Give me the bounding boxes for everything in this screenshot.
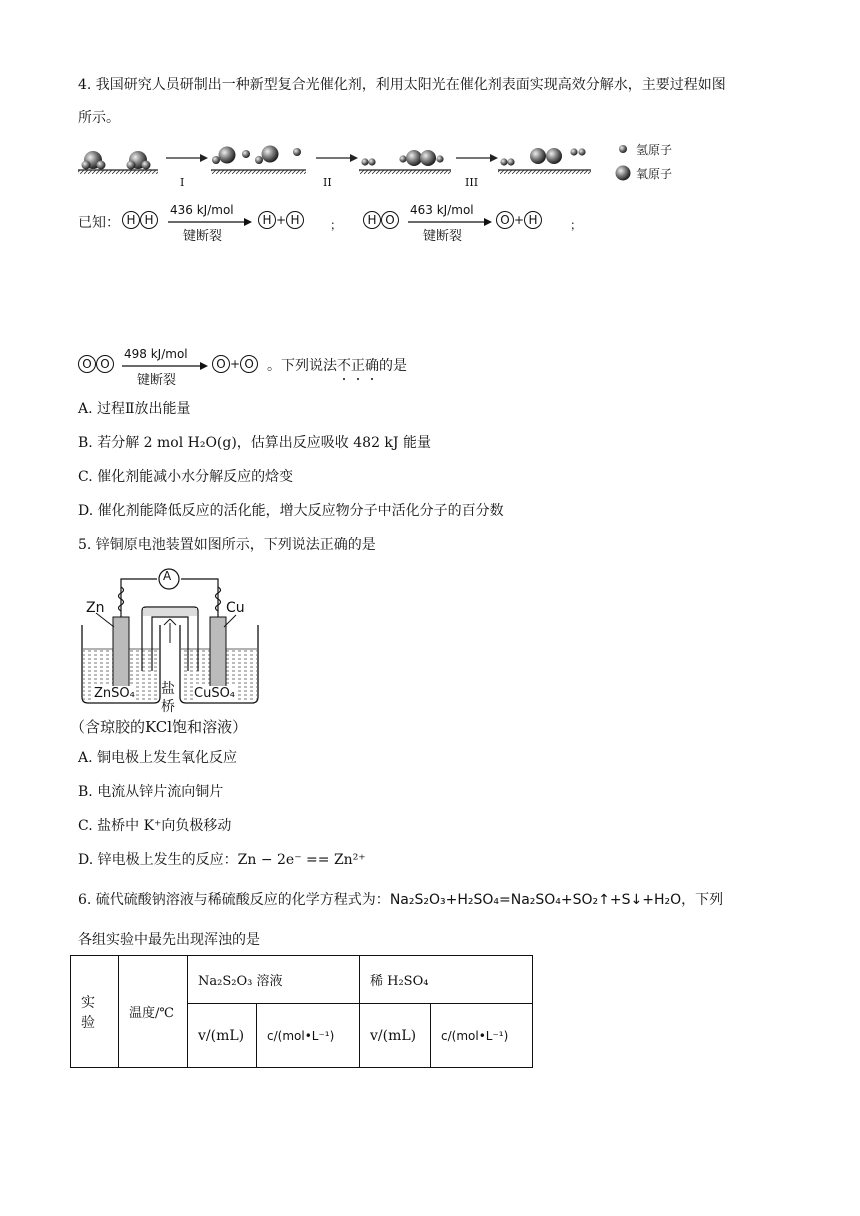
q5-option-a[interactable]: A. 铜电极上发生氧化反应 xyxy=(78,750,238,766)
known-prefix: 已知： xyxy=(78,215,120,231)
oo-bond-scheme xyxy=(78,355,114,373)
ho-products xyxy=(496,211,542,229)
step-label-1: I xyxy=(180,176,185,189)
znso4-label: ZnSO₄ xyxy=(94,686,135,701)
col-experiment: 实验 xyxy=(71,956,119,1068)
q4-stem-line1: 4. 我国研究人员研制出一种新型复合光催化剂，利用太阳光在催化剂表面实现高效分解水，主要过程如图 xyxy=(78,77,726,93)
cu-label: Cu xyxy=(226,600,245,616)
stem-tail-a: 。下列说法 xyxy=(267,358,337,374)
q6-stem-line1 xyxy=(78,890,723,910)
legend-oxygen: 氧原子 xyxy=(636,167,673,181)
atom-h: H xyxy=(524,211,542,229)
atom-o: O xyxy=(240,355,258,373)
q4-stem-tail xyxy=(267,356,407,376)
col-group-na2s2o3: Na₂S₂O₃ 溶液 xyxy=(188,956,360,1004)
legend-hydrogen: 氢原子 xyxy=(636,143,673,157)
experiment-table xyxy=(70,955,533,1068)
plus-sign: + xyxy=(514,213,525,227)
atom-o: O xyxy=(496,211,514,229)
plus-sign: + xyxy=(230,357,241,371)
ho-energy: 463 kJ/mol xyxy=(410,203,474,217)
cuso4-label: CuSO₄ xyxy=(194,686,236,701)
q6-stem-line2: 各组实验中最先出现浑浊的是 xyxy=(78,932,260,948)
hh-products xyxy=(258,211,304,229)
atom-o: O xyxy=(78,355,96,373)
q4-stem-line2: 所示。 xyxy=(78,110,120,126)
q5-option-d[interactable]: D. 锌电极上发生的反应：Zn − 2e⁻ == Zn²⁺ xyxy=(78,852,366,868)
ammeter-label: A xyxy=(163,569,172,583)
ho-bond-scheme xyxy=(363,211,399,229)
atom-h: H xyxy=(363,211,381,229)
atom-h: H xyxy=(258,211,276,229)
water-splitting-process-diagram xyxy=(76,138,686,194)
q4-option-a[interactable]: A. 过程Ⅱ放出能量 xyxy=(78,401,191,417)
col-h2so4-volume: v/(mL) xyxy=(360,1004,431,1068)
ho-bond-break: 键断裂 xyxy=(423,229,463,244)
plus-sign: + xyxy=(276,213,287,227)
q5-caption: （含琼胶的KCl饱和溶液） xyxy=(70,718,248,736)
hh-bond-break: 键断裂 xyxy=(183,229,223,244)
emphasis-not-correct xyxy=(337,358,379,374)
hh-energy: 436 kJ/mol xyxy=(170,203,234,217)
zn-label: Zn xyxy=(86,600,105,616)
salt-bridge-label-2: 桥 xyxy=(161,699,175,715)
q5-stem: 5. 锌铜原电池装置如图所示，下列说法正确的是 xyxy=(78,537,376,553)
q6-stem-suffix: ，下列 xyxy=(681,892,724,908)
col-group-h2so4: 稀 H₂SO₄ xyxy=(360,956,533,1004)
col-na2s2o3-volume: v/(mL) xyxy=(188,1004,257,1068)
oo-products xyxy=(212,355,258,373)
q4-option-b[interactable]: B. 若分解 2 mol H₂O(g)，估算出反应吸收 482 kJ 能量 xyxy=(78,435,431,451)
separator-2: ； xyxy=(570,218,583,232)
q6-stem-prefix: 6. 硫代硫酸钠溶液与稀硫酸反应的化学方程式为： xyxy=(78,892,390,908)
emphasis-char: 确 xyxy=(365,358,379,374)
col-h2so4-conc: c/(mol•L⁻¹) xyxy=(431,1004,533,1068)
col-temperature: 温度/℃ xyxy=(119,956,188,1068)
atom-h: H xyxy=(286,211,304,229)
q5-option-c[interactable]: C. 盐桥中 K⁺向负极移动 xyxy=(78,818,232,834)
emphasis-char: 正 xyxy=(351,358,365,374)
atom-h: H xyxy=(122,211,140,229)
q6-equation: Na₂S₂O₃+H₂SO₄=Na₂SO₄+SO₂↑+S↓+H₂O xyxy=(389,892,682,908)
atom-o: O xyxy=(96,355,114,373)
oo-energy: 498 kJ/mol xyxy=(124,347,188,361)
q4-option-c[interactable]: C. 催化剂能减小水分解反应的焓变 xyxy=(78,469,294,485)
salt-bridge-label-1: 盐 xyxy=(161,681,175,697)
hh-bond-scheme xyxy=(122,211,158,229)
atom-o: O xyxy=(212,355,230,373)
q4-option-d[interactable]: D. 催化剂能降低反应的活化能，增大反应物分子中活化分子的百分数 xyxy=(78,503,504,519)
col-na2s2o3-conc: c/(mol•L⁻¹) xyxy=(257,1004,360,1068)
step-label-2: II xyxy=(323,176,332,189)
atom-o: O xyxy=(381,211,399,229)
oo-bond-break: 键断裂 xyxy=(137,373,177,388)
atom-h: H xyxy=(140,211,158,229)
emphasis-char: 不 xyxy=(337,358,351,374)
step-label-3: III xyxy=(465,176,479,189)
separator-1: ； xyxy=(330,218,343,232)
stem-tail-c: 的是 xyxy=(379,358,407,374)
q5-option-b[interactable]: B. 电流从锌片流向铜片 xyxy=(78,784,224,800)
